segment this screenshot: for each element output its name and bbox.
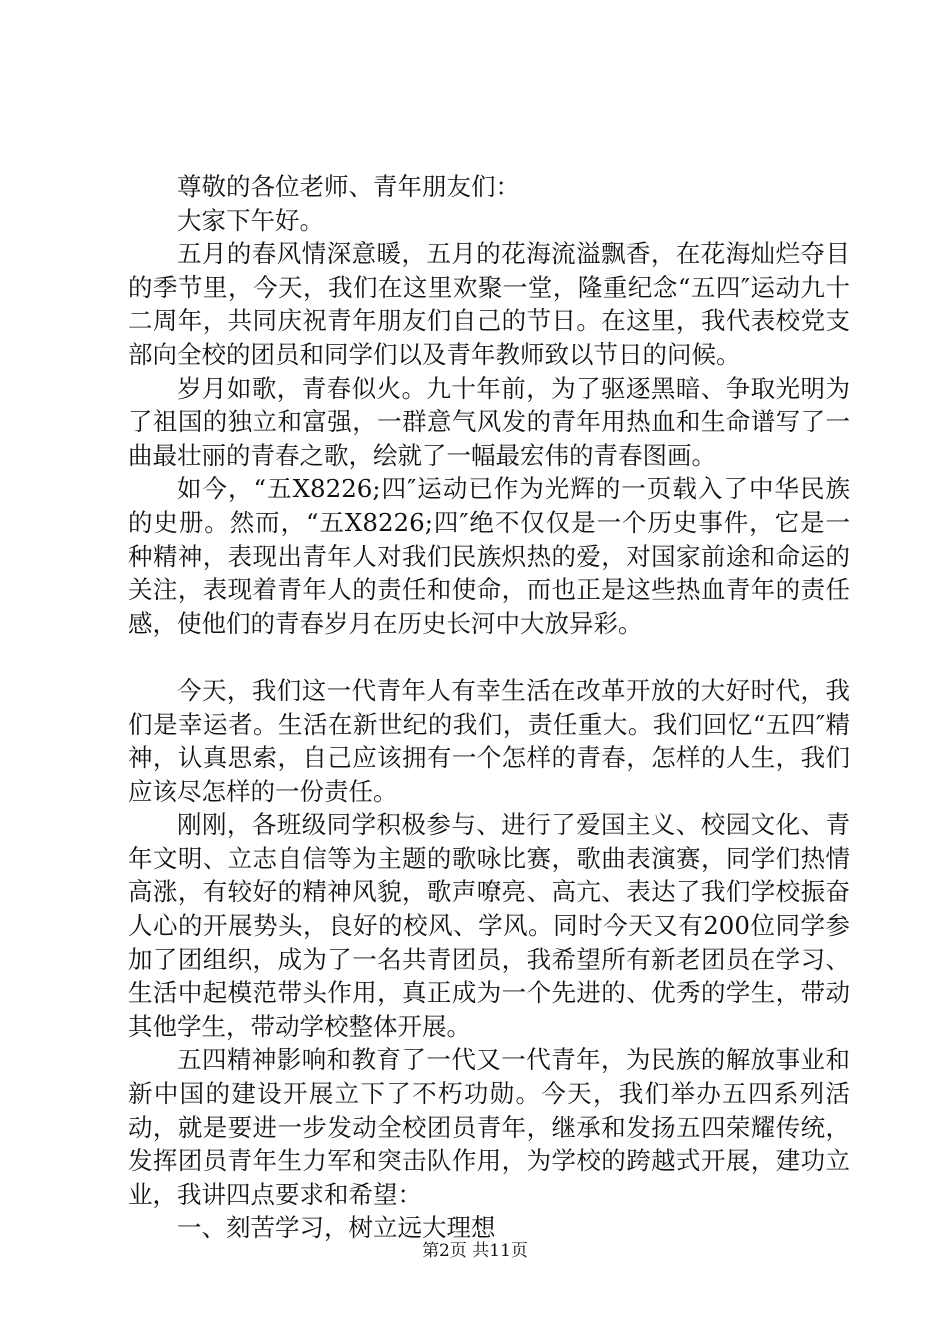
paragraph-today: 今天，我们这一代青年人有幸生活在改革开放的大好时代，我们是幸运者。生活在新世纪的我们，责任重大。我们回忆“五四″精神，认真思索，自己应该拥有一个怎样的青春，怎样的人生，我们应该尽怎样的一份责任。 bbox=[128, 675, 850, 806]
paragraph-opening: 五月的春风情深意暖，五月的花海流溢飘香，在花海灿烂夺目的季节里，今天，我们在这里欢聚一堂，隆重纪念“五四″运动九十二周年，共同庆祝青年朋友们自己的节日。在这里，我代表校党支部向全校的团员和同学们以及青年教师致以节日的问候。 bbox=[128, 239, 850, 369]
paragraph-requirements: 五四精神影响和教育了一代又一代青年，为民族的解放事业和新中国的建设开展立下了不朽功勋。今天，我们举办五四系列活动，就是要进一步发动全校团员青年，继承和发扬五四荣耀传统，发挥团员青年生力军和突击队作用，为学校的跨越式开展，建功立业，我讲四点要求和希望： bbox=[128, 1045, 850, 1209]
greeting: 大家下午好。 bbox=[177, 205, 324, 235]
document-body bbox=[128, 170, 850, 1245]
section-heading-1: 一、刻苦学习，树立远大理想 bbox=[177, 1213, 496, 1243]
page-footer: 第2页 共11页 bbox=[422, 1241, 528, 1261]
salutation: 尊敬的各位老师、青年朋友们： bbox=[177, 172, 520, 201]
paragraph-history: 岁月如歌，青春似火。九十年前，为了驱逐黑暗、争取光明为了祖国的独立和富强，一群意气风发的青年用热血和生命谱写了一曲最壮丽的青春之歌，绘就了一幅最宏伟的青春图画。 bbox=[128, 373, 850, 470]
paragraph-spirit: 如今，“五X8226;四″运动已作为光辉的一页载入了中华民族的史册。然而，“五X8226;四″绝不仅仅是一个历史事件，它是一种精神，表现出青年人对我们民族炽热的爱，对国家前途和命运的关注，表现着青年人的责任和使命，而也正是这些热血青年的责任感，使他们的青春岁月在历史长河中大放异彩。 bbox=[128, 474, 850, 638]
paragraph-activities: 刚刚，各班级同学积极参与、进行了爱国主义、校园文化、青年文明、立志自信等为主题的歌咏比赛，歌曲表演赛，同学们热情高涨，有较好的精神风貌，歌声嘹亮、高亢、表达了我们学校振奋人心的开展势头，良好的校风、学风。同时今天又有200位同学参加了团组织，成为了一名共青团员，我希望所有新老团员在学习、生活中起模范带头作用，真正成为一个先进的、优秀的学生，带动其他学生，带动学校整体开展。 bbox=[128, 810, 850, 1041]
